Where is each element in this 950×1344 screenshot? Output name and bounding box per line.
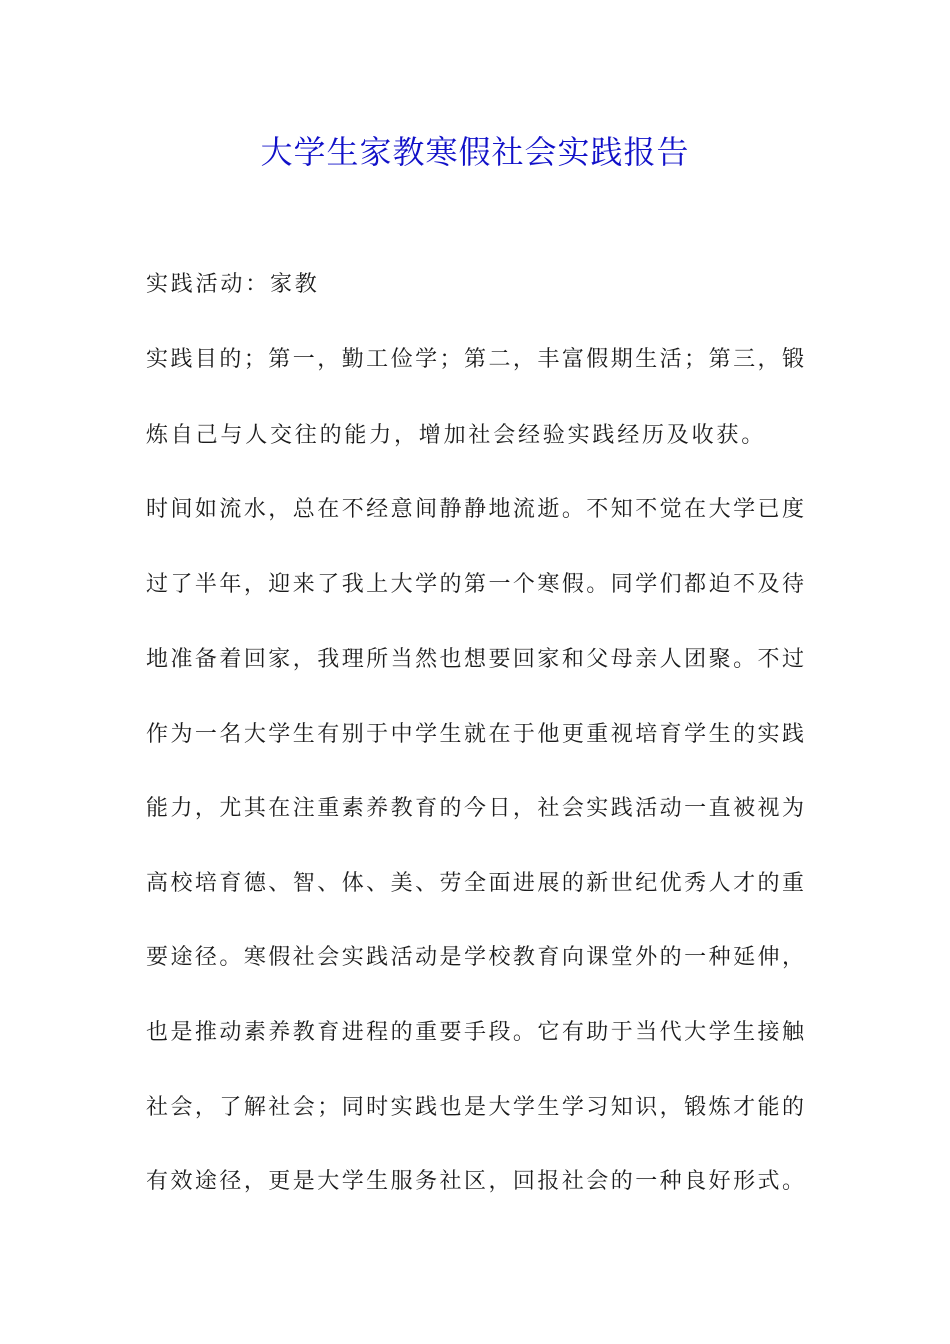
text-line-body-5: 能力，尤其在注重素养教育的今日，社会实践活动一直被视为 [146,796,804,821]
text-line-body-1: 时间如流水，总在不经意间静静地流逝。不知不觉在大学已度 [146,497,804,522]
text-line-body-10: 有效途径，更是大学生服务社区，回报社会的一种良好形式。 [146,1169,804,1194]
text-line-body-6: 高校培育德、智、体、美、劳全面进展的新世纪优秀人才的重 [146,871,804,896]
text-line-body-7: 要途径。寒假社会实践活动是学校教育向课堂外的一种延伸， [146,945,804,970]
text-line-purpose-2: 炼自己与人交往的能力，增加社会经验实践经历及收获。 [146,423,767,448]
text-line-body-8: 也是推动素养教育进程的重要手段。它有助于当代大学生接触 [146,1020,804,1045]
text-line-body-9: 社会，了解社会；同时实践也是大学生学习知识，锻炼才能的 [146,1095,804,1120]
text-line-body-2: 过了半年，迎来了我上大学的第一个寒假。同学们都迫不及待 [146,572,804,597]
document-title: 大学生家教寒假社会实践报告 [260,133,690,171]
text-line-body-4: 作为一名大学生有别于中学生就在于他更重视培育学生的实践 [146,722,804,747]
text-line-activity: 实践活动：家教 [146,272,320,297]
text-line-purpose-1: 实践目的；第一，勤工俭学；第二，丰富假期生活；第三，锻 [146,347,804,372]
text-line-body-3: 地准备着回家，我理所当然也想要回家和父母亲人团聚。不过 [146,647,804,672]
